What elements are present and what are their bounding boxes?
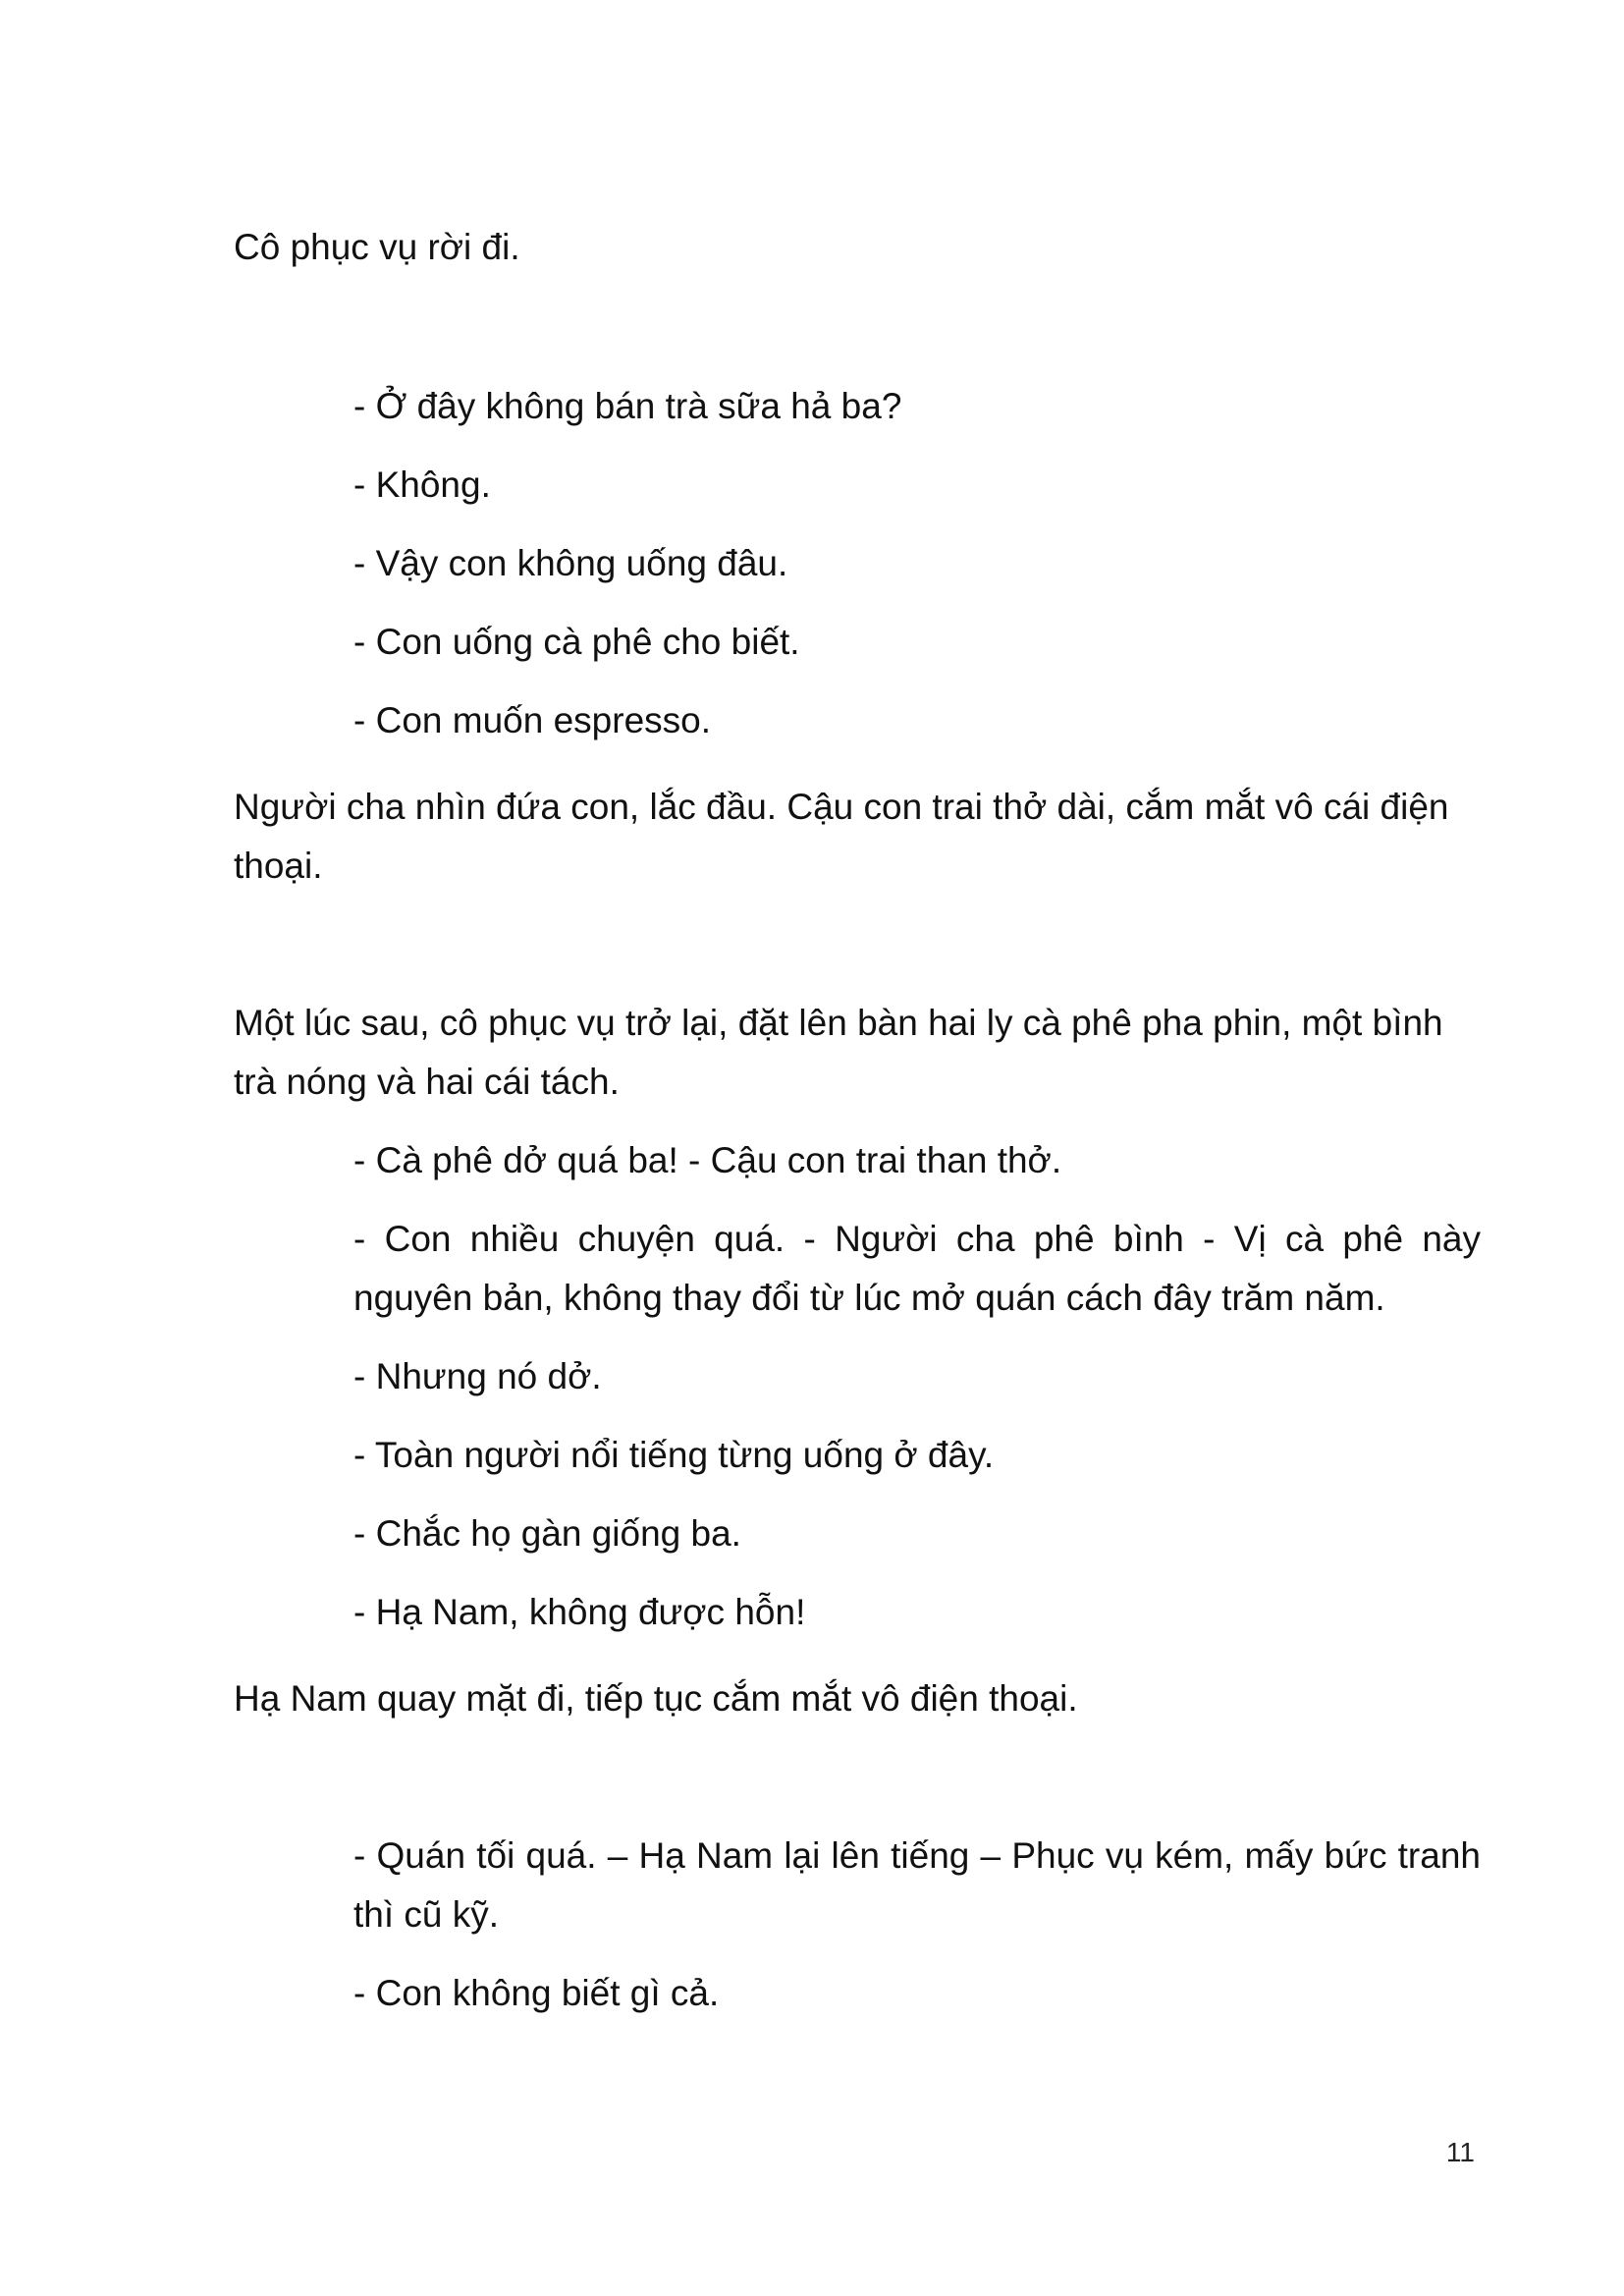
dialogue-line: - Con không biết gì cả. bbox=[353, 1973, 720, 2013]
dialogue-line: - Cà phê dở quá ba! - Cậu con trai than thở. bbox=[353, 1140, 1062, 1180]
narration-paragraph: Hạ Nam quay mặt đi, tiếp tục cắm mắt vô điện thoại. bbox=[234, 1678, 1078, 1719]
dialogue-line: - Không. bbox=[353, 465, 491, 505]
dialogue-line: - Con nhiều chuyện quá. - Người cha phê bình - Vị cà phê này nguyên bản, không thay đổi từ lúc mở quán cách đây trăm năm. bbox=[353, 1219, 1481, 1318]
dialogue-line: - Vậy con không uống đâu. bbox=[353, 543, 788, 583]
narration-paragraph: Một lúc sau, cô phục vụ trở lại, đặt lên bàn hai ly cà phê pha phin, một bình trà nóng và hai cái tách. bbox=[234, 1003, 1443, 1102]
dialogue-line: - Nhưng nó dở. bbox=[353, 1356, 602, 1396]
narration-paragraph: Cô phục vụ rời đi. bbox=[234, 227, 520, 267]
page-number: 11 bbox=[1445, 2137, 1475, 2167]
dialogue-line: - Hạ Nam, không được hỗn! bbox=[353, 1592, 806, 1632]
dialogue-line: - Toàn người nổi tiếng từng uống ở đây. bbox=[353, 1435, 995, 1475]
narration-paragraph: Người cha nhìn đứa con, lắc đầu. Cậu con trai thở dài, cắm mắt vô cái điện thoại. bbox=[234, 787, 1449, 886]
dialogue-line: - Ở đây không bán trà sữa hả ba? bbox=[353, 386, 902, 426]
dialogue-line: - Chắc họ gàn giống ba. bbox=[353, 1513, 741, 1554]
dialogue-line: - Con uống cà phê cho biết. bbox=[353, 622, 800, 662]
dialogue-line: - Quán tối quá. – Hạ Nam lại lên tiếng – Phục vụ kém, mấy bức tranh thì cũ kỹ. bbox=[353, 1835, 1481, 1935]
dialogue-line: - Con muốn espresso. bbox=[353, 700, 712, 740]
